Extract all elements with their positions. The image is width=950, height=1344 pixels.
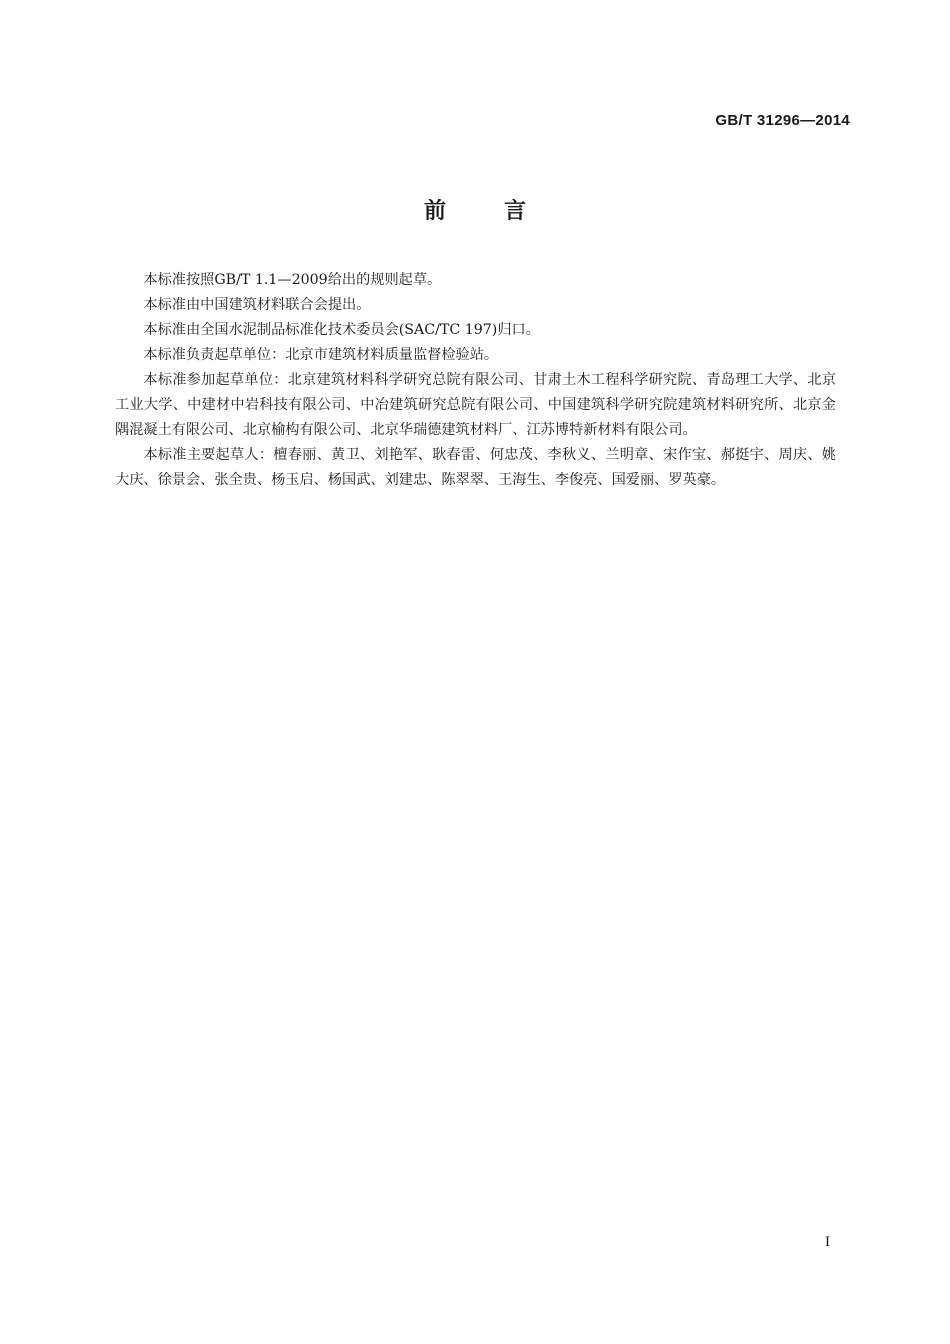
paragraph-lead-drafter: 本标准负责起草单位：北京市建筑材料质量监督检验站。: [143, 347, 499, 363]
paragraph-main-drafters: 本标准主要起草人：檀春丽、黄卫、刘艳军、耿春雷、何忠茂、李秋义、兰明章、宋作宝、郝挺宇、周庆、姚大庆、徐景会、张全贵、杨玉启、杨国武、刘建忠、陈翠翠、王海生、李俊亮、国爱丽、罗英豪。: [115, 447, 836, 488]
paragraph-drafting-rules: 本标准按照GB/T 1.1—2009给出的规则起草。: [143, 272, 442, 288]
page-title: 前言: [423, 199, 584, 224]
page-number: I: [825, 1234, 830, 1250]
paragraph-proposer: 本标准由中国建筑材料联合会提出。: [143, 297, 371, 313]
paragraph-committee: 本标准由全国水泥制品标准化技术委员会(SAC/TC 197)归口。: [143, 322, 540, 338]
standard-number: GB/T 31296—2014: [715, 112, 850, 129]
document-body: [115, 268, 836, 493]
paragraph-participating-drafters: 本标准参加起草单位：北京建筑材料科学研究总院有限公司、甘肃土木工程科学研究院、青岛理工大学、北京工业大学、中建材中岩科技有限公司、中冶建筑研究总院有限公司、中国建筑科学研究院建筑材料研究所、北京金隅混凝土有限公司、北京榆构有限公司、北京华瑞德建筑材料厂、江苏博特新材料有限公司。: [115, 372, 836, 438]
